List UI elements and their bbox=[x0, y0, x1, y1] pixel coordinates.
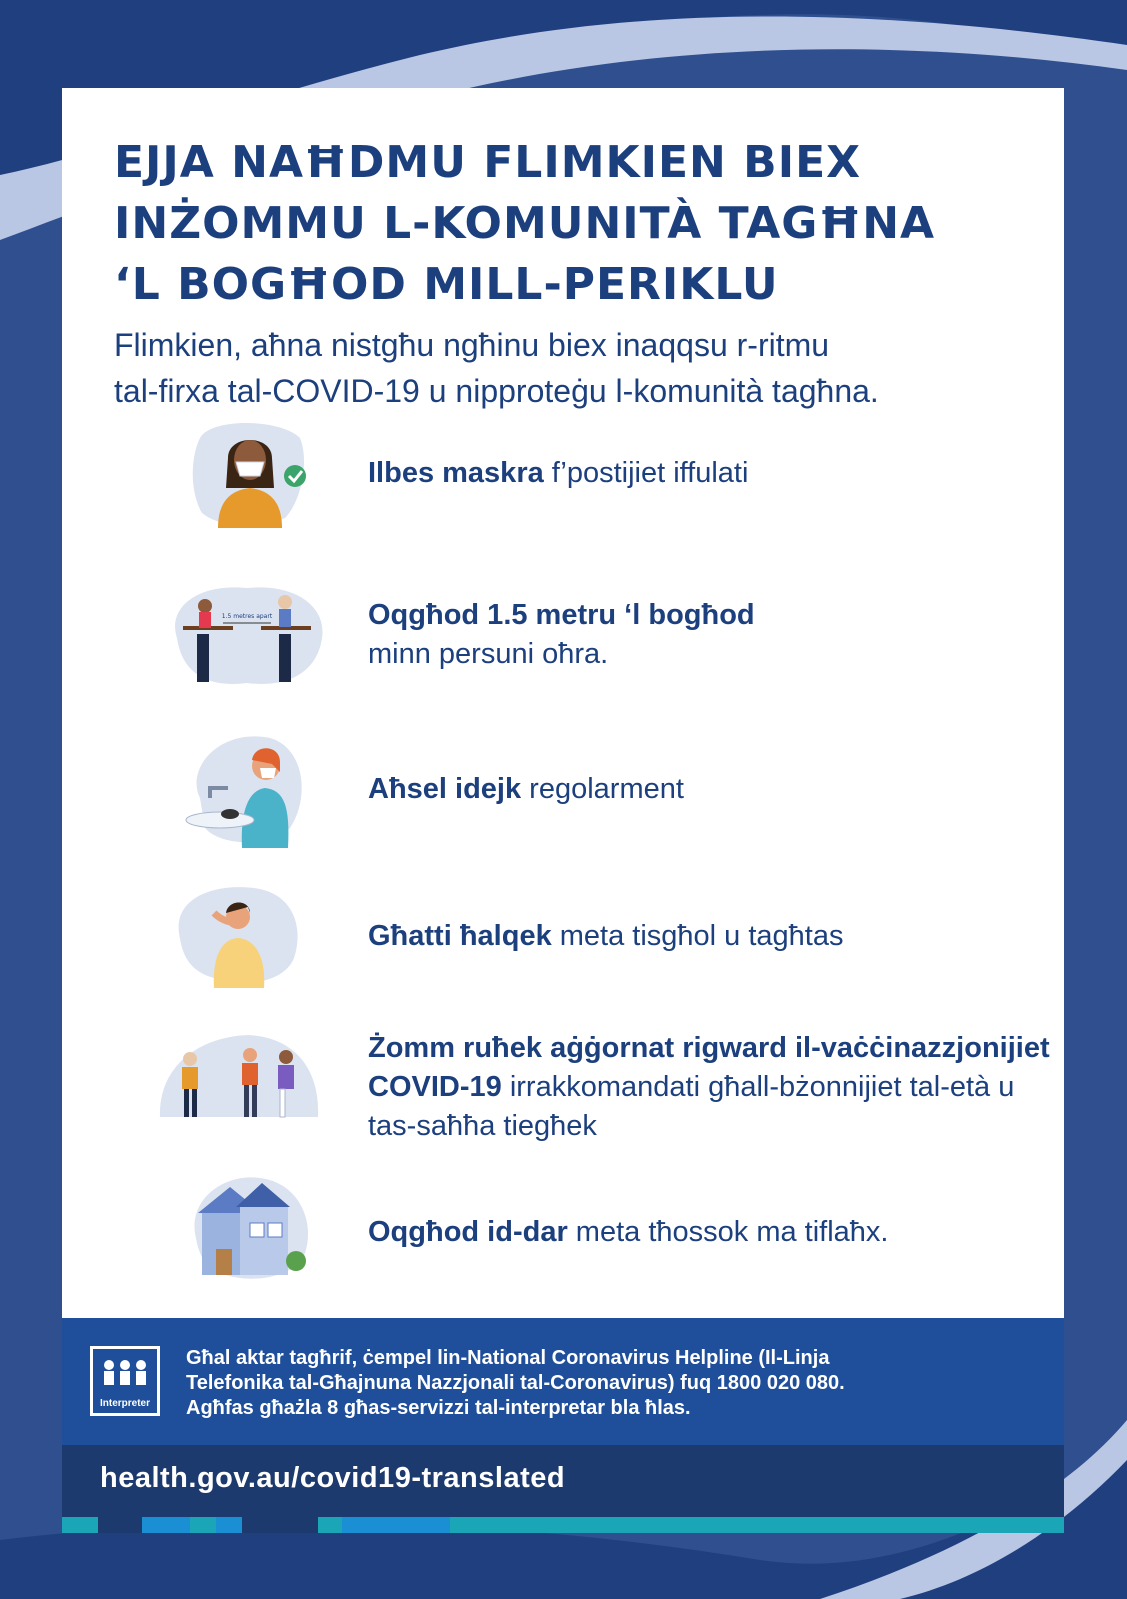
headline-line-2: INŻOMMU L-KOMUNITÀ TAGĦNA bbox=[114, 198, 936, 249]
helpline-text bbox=[186, 1346, 1046, 1421]
tip-keep-distance-rest: minn persuni oħra. bbox=[368, 638, 609, 670]
distance-label: 1.5 metres apart bbox=[221, 613, 273, 620]
handwash-illustration bbox=[180, 728, 310, 848]
interpreter-label: Interpreter bbox=[99, 1398, 150, 1409]
tip-vaccination bbox=[62, 1013, 1064, 1143]
url-bar bbox=[62, 1445, 1064, 1517]
tip-wear-mask-bold: Ilbes maskra bbox=[368, 457, 544, 489]
subtitle bbox=[114, 322, 1044, 414]
helpline-info bbox=[62, 1318, 1064, 1445]
tip-wash-hands-text bbox=[368, 770, 1048, 809]
tip-cover-mouth-bold: Għatti ħalqek bbox=[368, 920, 552, 952]
helpline-line-2: Telefonika tal-Għajnuna Nazzjonali tal-Coronavirus) fuq 1800 020 080. bbox=[186, 1372, 845, 1394]
tip-keep-distance-bold: Oqgħod 1.5 metru ‘l bogħod bbox=[368, 599, 755, 631]
interpreter-people-icon bbox=[93, 1355, 157, 1395]
distance-illustration bbox=[167, 578, 327, 688]
tip-wear-mask-text bbox=[368, 454, 1048, 493]
headline-line-3: ‘L BOGĦOD MILL-PERIKLU bbox=[114, 259, 779, 310]
tip-stay-home-rest: meta tħossok ma tiflaħx. bbox=[567, 1216, 889, 1248]
interpreter-logo bbox=[90, 1346, 160, 1416]
tip-wear-mask-rest: f’postijiet iffulati bbox=[543, 457, 749, 489]
helpline-line-1: Għal aktar tagħrif, ċempel lin-National Coronavirus Helpline (Il-Linja bbox=[186, 1347, 830, 1369]
headline-line-1: EJJA NAĦDMU FLIMKIEN BIEX bbox=[114, 137, 862, 188]
tip-keep-distance-text bbox=[368, 596, 1048, 674]
helpline-line-3: Agħfas għażla 8 għas-servizzi tal-interpretar bla ħlas. bbox=[186, 1397, 691, 1419]
tip-wash-hands bbox=[62, 728, 1064, 858]
website-link[interactable]: health.gov.au/covid19-translated bbox=[100, 1462, 566, 1494]
tip-vaccination-text bbox=[368, 1029, 1058, 1146]
subtitle-line-2: tal-firxa tal-COVID-19 u nipproteġu l-komunità tagħna. bbox=[114, 373, 879, 409]
tip-keep-distance bbox=[62, 578, 1064, 698]
mask-illustration bbox=[190, 418, 310, 528]
cough-illustration bbox=[174, 883, 304, 988]
tip-stay-home-bold: Oqgħod id-dar bbox=[368, 1216, 568, 1248]
poster-card bbox=[62, 88, 1064, 1318]
subtitle-line-1: Flimkien, aħna nistgħu ngħinu biex inaqqsu r-ritmu bbox=[114, 327, 830, 363]
tip-stay-home-text bbox=[368, 1213, 1048, 1252]
tip-stay-home bbox=[62, 1173, 1064, 1293]
color-stripe bbox=[62, 1517, 1064, 1533]
tip-wear-mask bbox=[62, 418, 1064, 538]
tip-cover-mouth bbox=[62, 883, 1064, 993]
house-illustration bbox=[190, 1173, 310, 1283]
tip-wash-hands-rest: regolarment bbox=[521, 773, 684, 805]
vaccination-illustration bbox=[158, 1027, 320, 1127]
headline bbox=[114, 132, 1034, 315]
tip-cover-mouth-text bbox=[368, 917, 1048, 956]
tip-wash-hands-bold: Aħsel idejk bbox=[368, 773, 522, 805]
tip-vaccination-rest: irrakkomandati għall-bżonnijiet tal-età u tas-saħħa tiegħek bbox=[368, 1071, 1015, 1142]
tip-cover-mouth-rest: meta tisgħol u tagħtas bbox=[551, 920, 844, 952]
tip-vaccination-bold: Żomm ruħek aġġornat rigward il-vaċċinazzjonijiet COVID-19 bbox=[368, 1032, 1050, 1103]
